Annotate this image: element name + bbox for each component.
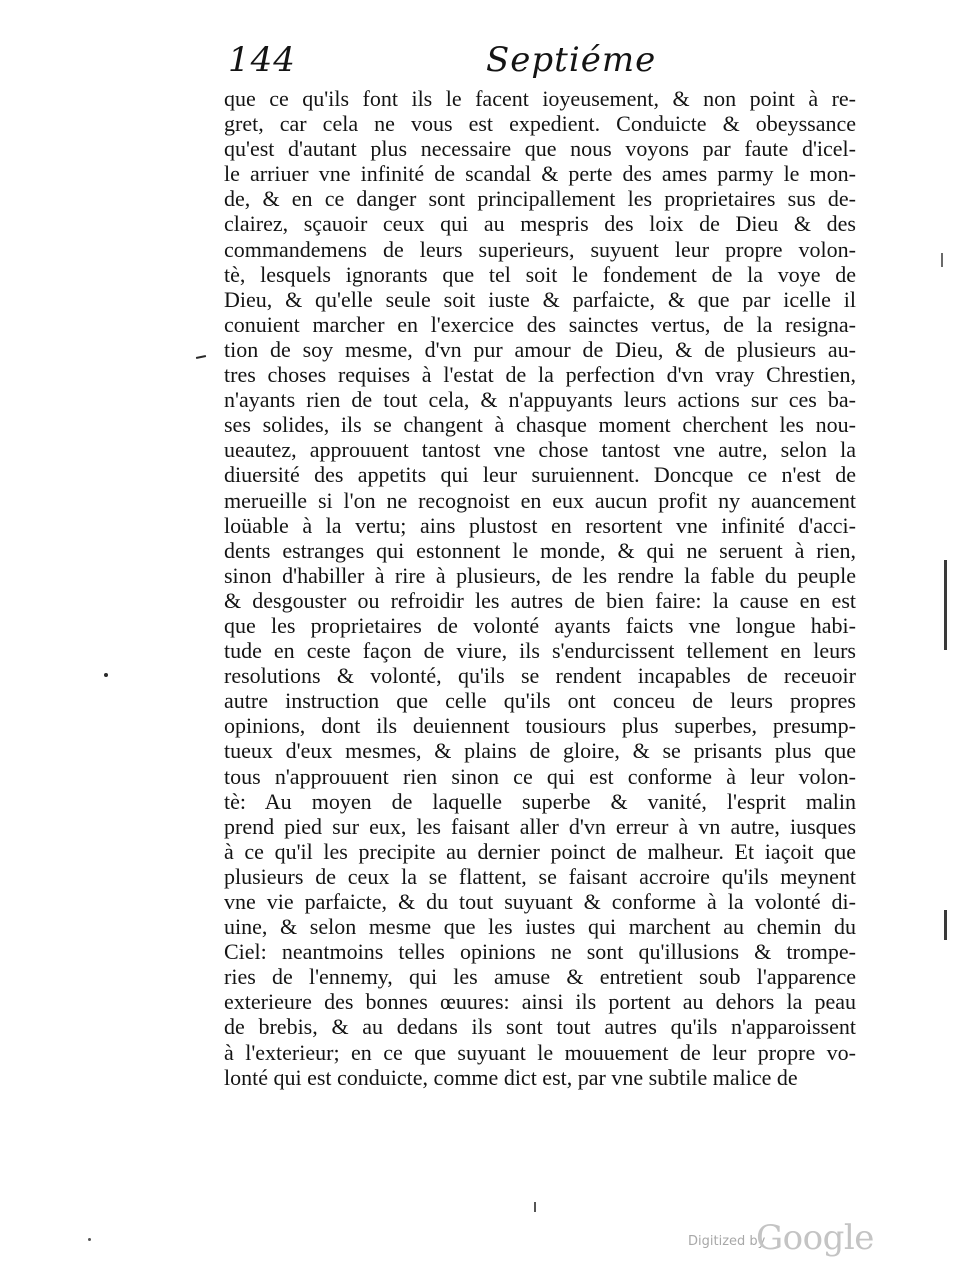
scan-mark	[534, 1202, 536, 1212]
text-line: sinon d'habiller à rire à plusieurs, de les rendre la fable du peuple	[224, 562, 856, 588]
text-line: à ce qu'il les precipite au dernier poinct de malheur. Et iaçoit que	[224, 838, 856, 864]
text-line: commandemens de leurs superieurs, suyuent leur propre volon-	[224, 236, 856, 262]
text-line: ses solides, ils se changent à chasque moment cherchent les nou-	[224, 412, 856, 438]
scan-mark	[88, 1238, 91, 1241]
text-line: loüable à la vertu; ains plustost en resortent vne infinité d'acci-	[224, 512, 856, 538]
scan-mark	[196, 355, 206, 359]
text-line: uine, & selon mesme que les iustes qui marchent au chemin du	[224, 914, 856, 940]
text-line: opinions, dont ils deuiennent tousiours plus superbes, presump-	[224, 713, 856, 739]
text-line: conuient marcher en l'exercice des sainctes vertus, de la resigna-	[224, 311, 856, 337]
text-line: Ciel: neantmoins telles opinions ne sont qu'illusions & trompe-	[224, 939, 856, 965]
text-line: vne vie parfaicte, & du tout suyuant & conforme à la volonté di-	[224, 889, 856, 914]
text-line: tè, lesquels ignorants que tel soit le fondement de la voye de	[224, 261, 856, 287]
text-line: le arriuer vne infinité de scandal & perte des ames parmy le mon-	[224, 161, 856, 187]
text-line: prend pied sur eux, les faisant aller d'vn erreur à vn autre, iusques	[224, 813, 856, 839]
text-line: n'ayants rien de tout cela, & n'appuyants leurs actions sur ces ba-	[224, 387, 856, 413]
text-line: dents estranges qui estonnent le monde, & qui ne seruent à rien,	[224, 537, 856, 563]
scan-mark	[941, 253, 943, 267]
text-line: merueille si l'on ne recognoist en eux aucun profit ny auancement	[224, 487, 856, 513]
scan-mark	[104, 673, 108, 677]
text-line: plusieurs de ceux la se flattent, se faisant accroire qu'ils meynent	[224, 863, 856, 889]
text-line: de, & en ce danger sont principallement les proprietaires sus de-	[224, 186, 856, 212]
text-line: tion de soy mesme, d'vn pur amour de Dieu, & de plusieurs au-	[224, 336, 856, 362]
body-text	[224, 86, 856, 1090]
page-header	[228, 38, 858, 88]
text-line: ueautez, approuuent tantost vne chose tantost vne autre, selon la	[224, 437, 856, 463]
text-line: clairez, sçauoir ceux qui au mespris des loix de Dieu & des	[224, 211, 856, 237]
text-line: qu'est d'autant plus necessaire que nous voyons par faute d'icel-	[224, 136, 856, 162]
text-line: que les proprietaires de volonté ayants faicts vne longue habi-	[224, 612, 856, 638]
text-line: de brebis, & au dedans ils sont tout autres qu'ils n'apparoissent	[224, 1014, 856, 1040]
digitized-label: Digitized by	[688, 1234, 766, 1249]
text-line: tude en ceste façon de viure, ils s'endurcissent tellement en leurs	[224, 638, 856, 664]
text-line: & desgouster ou refroidir les autres de bien faire: la cause en est	[224, 587, 856, 613]
text-line: autre instruction que celle qu'ils ont conceu de leurs propres	[224, 688, 856, 714]
text-line: Dieu, & qu'elle seule soit iuste & parfaicte, & que par icelle il	[224, 286, 856, 312]
text-line: lonté qui est conduicte, comme dict est, par vne subtile malice de	[224, 1064, 798, 1090]
text-line: tous n'approuuent rien sinon ce qui est conforme à leur volon-	[224, 763, 856, 789]
text-line: que ce qu'ils font ils le facent ioyeusement, & non point à re-	[224, 86, 856, 111]
text-line: tres choses requises à l'estat de la perfection d'vn vray Chrestien,	[224, 362, 856, 388]
text-line: ries de l'ennemy, qui les amuse & entretient soub l'apparence	[224, 964, 856, 990]
page-number: 144	[228, 40, 296, 80]
text-line: exterieure des bonnes œuures: ainsi ils portent au dehors la peau	[224, 989, 856, 1015]
scan-mark	[944, 910, 947, 940]
text-line: gret, car cela ne vous est expedient. Conduicte & obeyssance	[224, 111, 856, 137]
digitized-by-google	[688, 1218, 928, 1258]
text-line: tè: Au moyen de laquelle superbe & vanité, l'esprit malin	[224, 788, 856, 814]
text-line: tueux d'eux mesmes, & plains de gloire, & se prisants plus que	[224, 738, 856, 764]
scan-mark	[944, 560, 947, 650]
text-line: à l'exterieur; en ce que suyuant le mouuement de leur propre vo-	[224, 1039, 856, 1065]
text-line: resolutions & volonté, qu'ils se rendent incapables de receuoir	[224, 663, 856, 689]
google-logo: Google	[756, 1218, 874, 1258]
text-line: diuersité des appetits qui leur suruiennent. Doncque ce n'est de	[224, 462, 856, 488]
running-head: Septiéme	[486, 40, 657, 80]
